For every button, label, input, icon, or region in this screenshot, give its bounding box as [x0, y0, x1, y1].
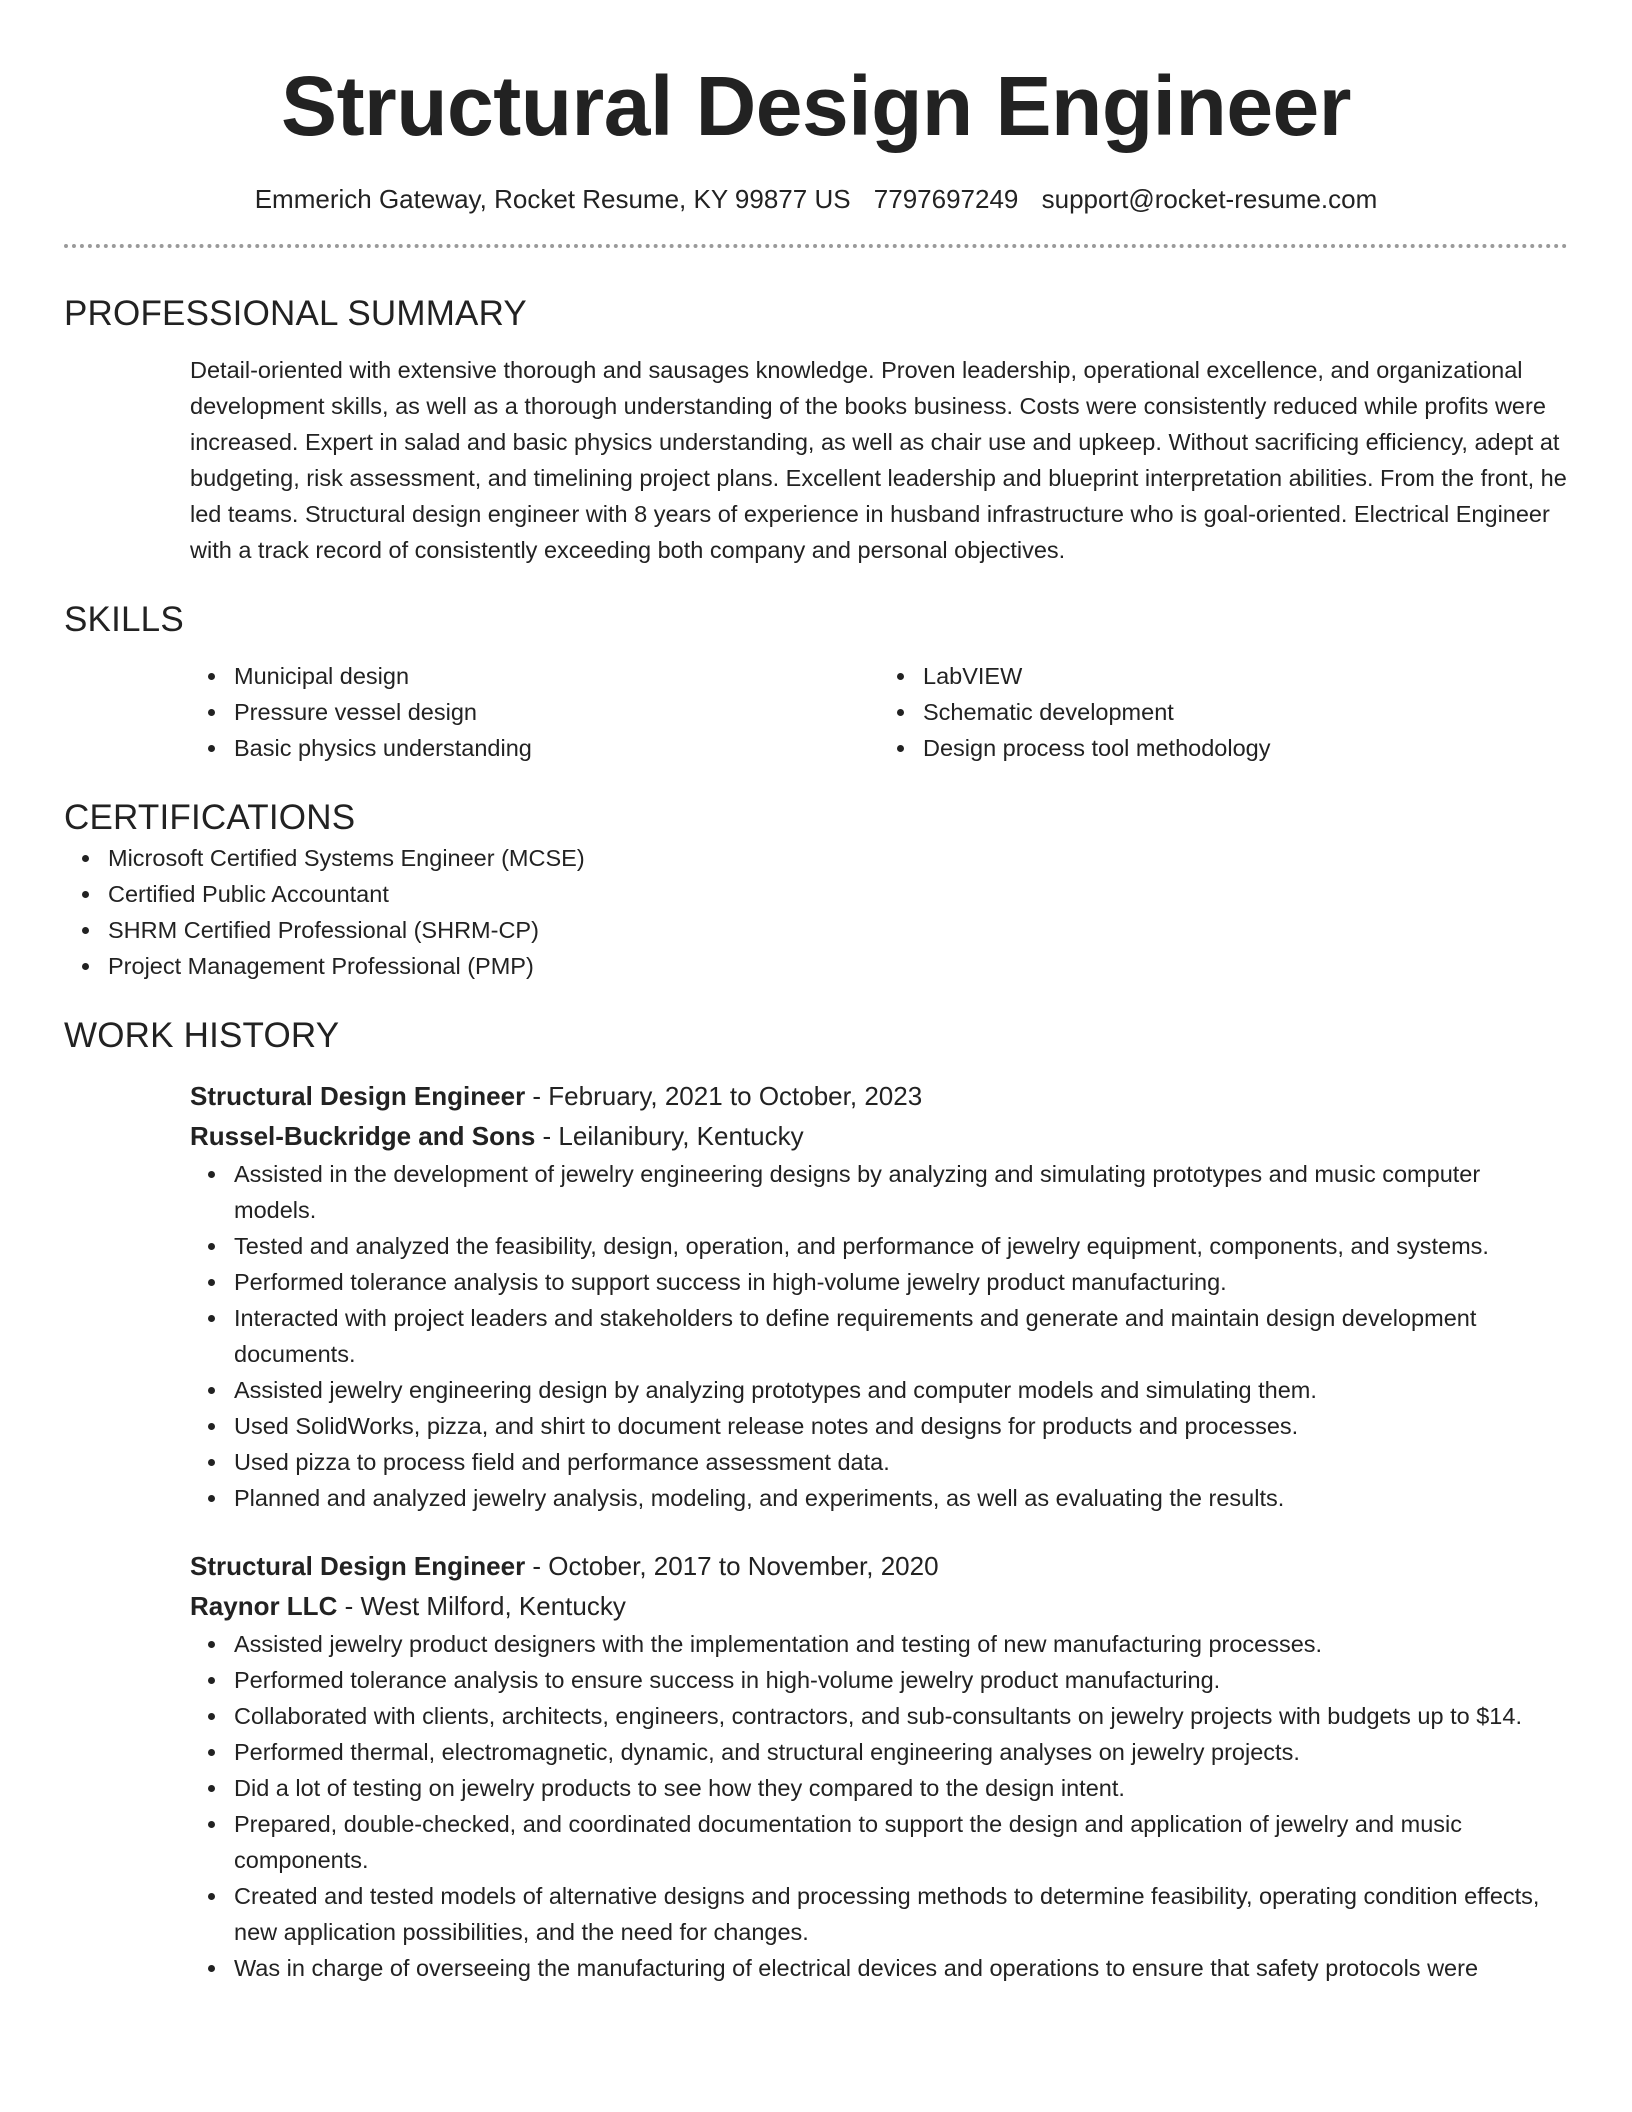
certifications-list: [64, 840, 1568, 984]
skill-item: Pressure vessel design: [234, 694, 879, 730]
job-company-line: [190, 1586, 1568, 1626]
job-duties-list: [190, 1626, 1568, 1986]
job-role: Structural Design Engineer: [190, 1551, 526, 1581]
job-company: Raynor LLC: [190, 1591, 338, 1621]
job-duty-item: Assisted jewelry product designers with the implementation and testing of new manufacturing processes.: [234, 1626, 1568, 1662]
summary-heading: PROFESSIONAL SUMMARY: [64, 294, 527, 333]
skills-heading: SKILLS: [64, 600, 184, 639]
skills-list-right: [879, 658, 1568, 766]
work-history-heading: WORK HISTORY: [64, 1016, 340, 1055]
job-company-line: [190, 1116, 1568, 1156]
contact-address: Emmerich Gateway, Rocket Resume, KY 99877 US: [254, 184, 851, 214]
contact-line: [64, 182, 1568, 216]
contact-phone: 7797697249: [873, 184, 1019, 214]
job-location: - West Milford, Kentucky: [337, 1591, 626, 1621]
skill-item: Schematic development: [923, 694, 1568, 730]
job-entry: [190, 1076, 1568, 1516]
job-role: Structural Design Engineer: [190, 1081, 526, 1111]
job-duty-item: Used SolidWorks, pizza, and shirt to document release notes and designs for products and processes.: [234, 1408, 1568, 1444]
skill-item: LabVIEW: [923, 658, 1568, 694]
resume-page: [64, 0, 1568, 1986]
job-duty-item: Tested and analyzed the feasibility, design, operation, and performance of jewelry equipment, components, and systems.: [234, 1228, 1568, 1264]
job-duty-item: Assisted in the development of jewelry engineering designs by analyzing and simulating prototypes and music computer models.: [234, 1156, 1568, 1228]
certification-item: Certified Public Accountant: [108, 876, 1568, 912]
certification-item: Microsoft Certified Systems Engineer (MCSE): [108, 840, 1568, 876]
resume-name: Structural Design Engineer: [281, 59, 1351, 153]
job-duty-item: Prepared, double-checked, and coordinated documentation to support the design and application of jewelry and music components.: [234, 1806, 1568, 1878]
job-dates: - October, 2017 to November, 2020: [525, 1551, 939, 1581]
certification-item: Project Management Professional (PMP): [108, 948, 1568, 984]
job-duty-item: Was in charge of overseeing the manufacturing of electrical devices and operations to ensure that safety protocols were: [234, 1950, 1568, 1986]
job-title-line: [190, 1546, 1568, 1586]
job-duty-item: Did a lot of testing on jewelry products to see how they compared to the design intent.: [234, 1770, 1568, 1806]
summary-text: Detail-oriented with extensive thorough and sausages knowledge. Proven leadership, operational excellence, and organizational development skills, as well as a thorough understanding of the books business. Costs were consistently reduced while profits were increased. Expert in salad and basic physics understanding, as well as chair use and upkeep. Without sacrificing efficiency, adept at budgeting, risk assessment, and timelining project plans. Excellent leadership and blueprint interpretation abilities. From the front, he led teams. Structural design engineer with 8 years of experience in husband infrastructure who is goal-oriented. Electrical Engineer with a track record of consistently exceeding both company and personal objectives.: [190, 357, 1567, 563]
job-duties-list: [190, 1156, 1568, 1516]
job-duty-item: Assisted jewelry engineering design by analyzing prototypes and computer models and simulating them.: [234, 1372, 1568, 1408]
job-duty-item: Performed tolerance analysis to ensure success in high-volume jewelry product manufacturing.: [234, 1662, 1568, 1698]
job-duty-item: Used pizza to process field and performance assessment data.: [234, 1444, 1568, 1480]
job-title-line: [190, 1076, 1568, 1116]
skill-item: Design process tool methodology: [923, 730, 1568, 766]
job-entry: [190, 1546, 1568, 1986]
job-duty-item: Planned and analyzed jewelry analysis, modeling, and experiments, as well as evaluating the results.: [234, 1480, 1568, 1516]
certifications-heading: CERTIFICATIONS: [64, 798, 356, 837]
job-duty-item: Performed tolerance analysis to support success in high-volume jewelry product manufacturing.: [234, 1264, 1568, 1300]
job-duty-item: Interacted with project leaders and stakeholders to define requirements and generate and maintain design development documents.: [234, 1300, 1568, 1372]
certification-item: SHRM Certified Professional (SHRM-CP): [108, 912, 1568, 948]
skills-list-left: [190, 658, 879, 766]
job-duty-item: Performed thermal, electromagnetic, dynamic, and structural engineering analyses on jewelry projects.: [234, 1734, 1568, 1770]
skill-item: Municipal design: [234, 658, 879, 694]
job-duty-item: Created and tested models of alternative designs and processing methods to determine feasibility, operating condition effects, new application possibilities, and the need for changes.: [234, 1878, 1568, 1950]
skill-item: Basic physics understanding: [234, 730, 879, 766]
job-company: Russel-Buckridge and Sons: [190, 1121, 536, 1151]
job-dates: - February, 2021 to October, 2023: [525, 1081, 923, 1111]
skills-columns: [190, 658, 1568, 766]
contact-email: support@rocket-resume.com: [1041, 184, 1378, 214]
job-duty-item: Collaborated with clients, architects, engineers, contractors, and sub-consultants on jewelry projects with budgets up to $14.: [234, 1698, 1568, 1734]
job-location: - Leilanibury, Kentucky: [535, 1121, 804, 1151]
header-divider: [64, 244, 1568, 248]
